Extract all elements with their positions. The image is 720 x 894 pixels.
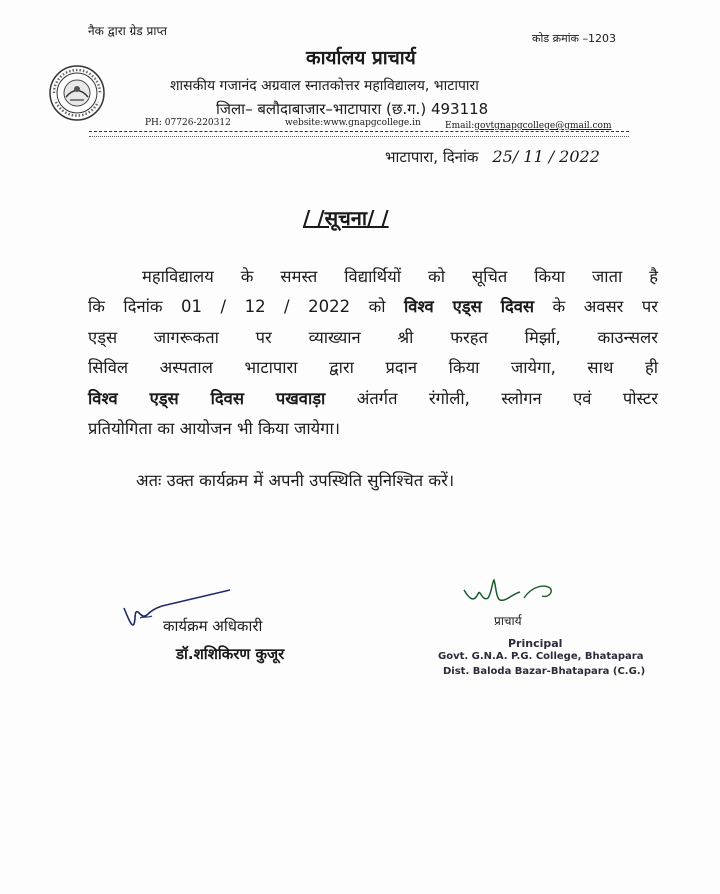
email-value[interactable]: govtgnapgcollege@gmail.com bbox=[474, 121, 612, 131]
notice-line-2 bbox=[88, 292, 658, 322]
aids-day-highlight: विश्व एड्स दिवस bbox=[404, 297, 535, 317]
program-officer-role: कार्यक्रम अधिकारी bbox=[163, 617, 263, 635]
notice-line-1: महाविद्यालय के समस्त विद्यार्थियों को सूचित किया जाता है bbox=[142, 267, 658, 286]
notice-line-6: प्रतियोगिता का आयोजन भी किया जायेगा। bbox=[88, 419, 340, 439]
notice-line-4: सिविल अस्पताल भाटापारा द्वारा प्रदान किया जायेगा, साथ ही bbox=[88, 358, 658, 378]
website-link[interactable]: website:www.gnapgcollege.in bbox=[285, 118, 421, 128]
office-title: कार्यालय प्राचार्य bbox=[306, 47, 416, 69]
email-address[interactable] bbox=[445, 121, 612, 131]
notice-line-3: एड्स जागरूकता पर व्याख्यान श्री फरहत मिर्झा, काउन्सलर bbox=[88, 327, 658, 347]
email-label: Email: bbox=[445, 121, 475, 131]
naac-grade-text: नैक द्वारा ग्रेड प्राप्त bbox=[88, 24, 168, 38]
notice-title: / /सूचना/ / bbox=[303, 206, 389, 230]
notice-line-5-end: अंतर्गत रंगोली, स्लोगन एवं पोस्टर bbox=[325, 388, 658, 408]
principal-role: प्राचार्य bbox=[494, 614, 522, 628]
notice-line-2-end: के अवसर पर bbox=[534, 297, 659, 317]
program-officer-name: डॉ.शशिकिरण कुजूर bbox=[176, 645, 285, 663]
principal-stamp-college: Govt. G.N.A. P.G. College, Bhatapara bbox=[438, 651, 644, 662]
header-divider bbox=[89, 131, 629, 132]
closing-line: अतः उक्त कार्यक्रम में अपनी उपस्थिति सुनिश्चित करें। bbox=[136, 471, 455, 490]
notice-body bbox=[88, 262, 658, 444]
date-value: 25/ 11 / 2022 bbox=[492, 147, 600, 166]
district-address: जिला– बलौदाबाजार–भाटापारा (छ.ग.) 493118 bbox=[216, 100, 489, 118]
phone-number: PH: 07726-220312 bbox=[145, 118, 231, 128]
principal-stamp-district: Dist. Baloda Bazar-Bhatapara (C.G.) bbox=[443, 666, 646, 677]
date-label: भाटापारा, दिनांक bbox=[385, 148, 479, 166]
aids-fortnight-highlight: विश्व एड्स दिवस पखवाड़ा bbox=[88, 388, 326, 408]
college-seal-icon bbox=[48, 64, 106, 122]
principal-stamp-title: Principal bbox=[508, 637, 563, 650]
code-number: कोड क्रमांक –1203 bbox=[532, 32, 616, 45]
date-line bbox=[385, 147, 600, 167]
notice-line-5 bbox=[88, 384, 658, 414]
notice-line-2-start: कि दिनांक 01 / 12 / 2022 को bbox=[88, 297, 404, 317]
college-name: शासकीय गजानंद अग्रवाल स्नातकोत्तर महाविद्यालय, भाटापारा bbox=[170, 78, 479, 94]
principal-signature bbox=[462, 576, 572, 610]
header-divider-secondary bbox=[89, 136, 629, 137]
